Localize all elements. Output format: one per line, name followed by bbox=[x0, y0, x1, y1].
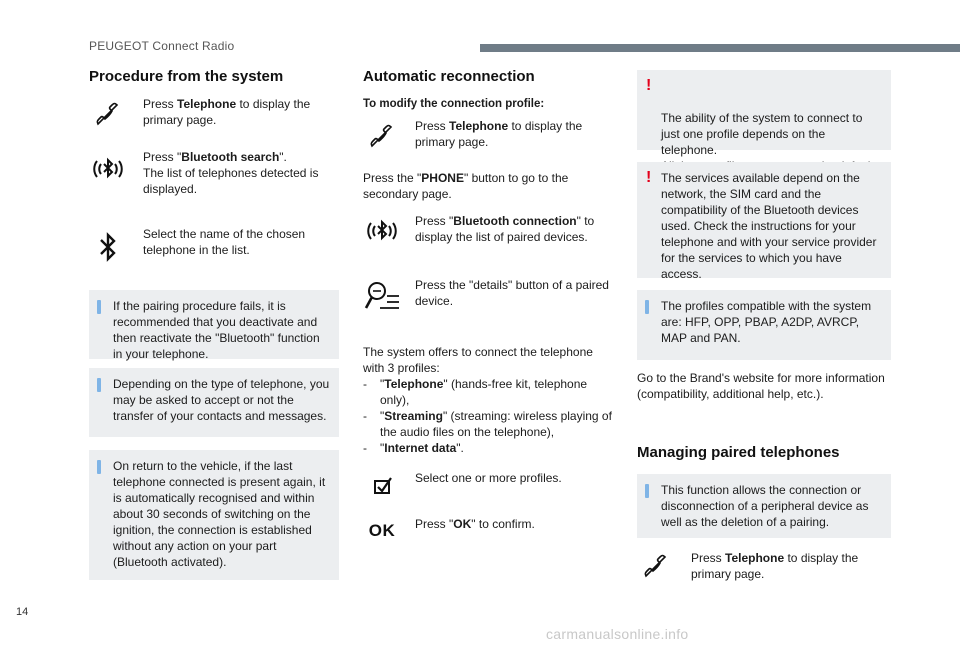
ok-icon: OK bbox=[368, 521, 396, 540]
section-heading-auto-reconnection: Automatic reconnection bbox=[363, 68, 535, 85]
profiles-list bbox=[363, 376, 617, 456]
step-text: Press Telephone to display the primary page. bbox=[415, 119, 583, 149]
step-press-telephone bbox=[363, 118, 613, 156]
warning-icon: ! bbox=[646, 77, 652, 94]
info-note: The profiles compatible with the system are: HFP, OPP, PBAP, A2DP, AVRCP, MAP and PAN. bbox=[637, 290, 891, 360]
step-press-telephone bbox=[637, 548, 891, 586]
step-bluetooth-connection bbox=[363, 212, 613, 250]
warning-note: ! The services available depend on the network, the SIM card and the compatibility of the Bluetooth devices used. Check the instructions for your telephone and with your service provider for the services to which you have access. bbox=[637, 162, 891, 278]
warning-icon: ! bbox=[646, 169, 652, 186]
paragraph: Go to the Brand's website for more information (compatibility, additional help, etc.). bbox=[637, 371, 885, 401]
checkbox-icon bbox=[363, 467, 401, 505]
info-note: Depending on the type of telephone, you may be asked to accept or not the transfer of your contacts and messages. bbox=[89, 368, 339, 437]
info-note: On return to the vehicle, if the last telephone connected is present again, it is automatically recognised and within about 30 seconds of switching on the ignition, the connection is established without any action on your part (Bluetooth activated). bbox=[89, 450, 339, 580]
step-bluetooth-search bbox=[89, 150, 339, 197]
step-text: Press Telephone to display the primary page. bbox=[143, 97, 311, 127]
info-marker bbox=[97, 460, 101, 474]
paragraph: Press the "PHONE" button to go to the secondary page. bbox=[363, 171, 569, 201]
step-text: Press "Bluetooth search". The list of telephones detected is displayed. bbox=[143, 150, 319, 196]
section-heading-managing: Managing paired telephones bbox=[637, 444, 840, 461]
bluetooth-icon bbox=[89, 228, 127, 266]
details-icon bbox=[363, 276, 401, 314]
step-text: Press the "details" button of a paired device. bbox=[415, 278, 609, 308]
info-note: If the pairing procedure fails, it is recommended that you deactivate and then reactivate the "Bluetooth" function in your telephone. bbox=[89, 290, 339, 359]
subheading: To modify the connection profile: bbox=[363, 98, 545, 110]
info-marker bbox=[97, 378, 101, 392]
list-item: - "Internet data". bbox=[363, 440, 617, 456]
watermark: carmanualsonline.info bbox=[546, 626, 689, 642]
list-item: - "Streaming" (streaming: wireless playing of the audio files on the telephone), bbox=[363, 408, 617, 440]
telephone-icon bbox=[637, 548, 675, 586]
step-press-telephone bbox=[89, 96, 339, 134]
step-press-ok bbox=[363, 512, 613, 550]
list-item: - "Telephone" (hands-free kit, telephone only), bbox=[363, 376, 617, 408]
step-text: Select the name of the chosen telephone in the list. bbox=[143, 227, 306, 257]
header-bar bbox=[480, 44, 960, 52]
section-heading-procedure: Procedure from the system bbox=[89, 68, 284, 85]
step-text: Select one or more profiles. bbox=[415, 471, 562, 485]
bluetooth-search-icon bbox=[363, 212, 401, 250]
info-note: This function allows the connection or disconnection of a peripheral device as well as the deletion of a pairing. bbox=[637, 474, 891, 538]
step-select-profiles bbox=[363, 467, 613, 505]
step-text: Press Telephone to display the primary page. bbox=[691, 551, 859, 581]
info-marker bbox=[97, 300, 101, 314]
bluetooth-search-icon bbox=[89, 150, 127, 188]
telephone-icon bbox=[89, 96, 127, 134]
running-header: PEUGEOT Connect Radio bbox=[89, 39, 235, 53]
page-number: 14 bbox=[16, 606, 29, 618]
info-marker bbox=[645, 484, 649, 498]
step-text: Press "Bluetooth connection" to display the list of paired devices. bbox=[415, 214, 595, 244]
paragraph: The system offers to connect the telephone with 3 profiles: bbox=[363, 345, 593, 375]
step-select-telephone bbox=[89, 228, 339, 266]
info-marker bbox=[645, 300, 649, 314]
step-text: Press "OK" to confirm. bbox=[415, 517, 535, 531]
warning-note: ! The ability of the system to connect to just one profile depends on the telephone. bbox=[637, 70, 891, 150]
telephone-icon bbox=[363, 118, 401, 156]
step-details bbox=[363, 276, 613, 314]
